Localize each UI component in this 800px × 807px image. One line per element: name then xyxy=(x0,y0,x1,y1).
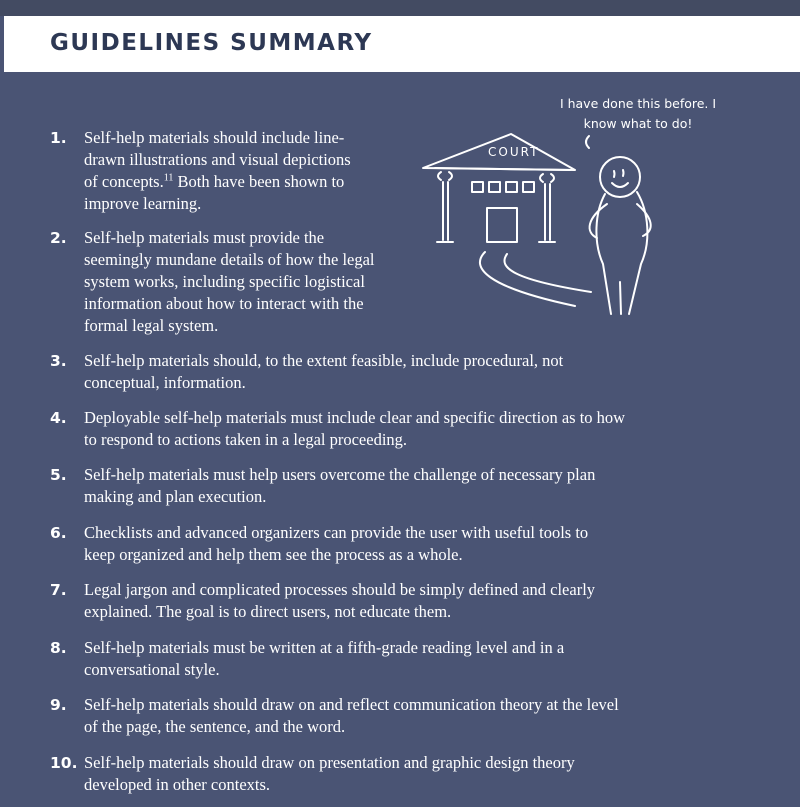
guideline-item xyxy=(50,407,625,451)
guideline-number: 9. xyxy=(50,696,67,714)
guideline-item xyxy=(50,227,375,337)
guideline-text: Self-help materials should, to the extent feasible, include procedural, not conceptual, information. xyxy=(84,351,564,392)
guideline-item xyxy=(50,464,595,508)
guideline-text: Self-help materials should draw on presentation and graphic design theory developed in other contexts. xyxy=(84,753,575,794)
guideline-number: 8. xyxy=(50,639,67,657)
guideline-text: Self-help materials should include line- drawn illustrations and visual depictions of concepts.$^{11}$ Both have been shown to improve learning. xyxy=(84,128,351,213)
person-head xyxy=(600,157,640,197)
guideline-text: Deployable self-help materials must include clear and specific direction as to how to respond to actions taken in a legal proceeding. xyxy=(84,408,626,449)
guideline-number: 5. xyxy=(50,466,67,484)
guideline-item xyxy=(50,637,564,681)
column-left xyxy=(443,182,448,240)
guideline-item xyxy=(50,350,563,394)
footnote-ref[interactable]: 11 xyxy=(163,172,174,184)
guideline-number: 4. xyxy=(50,409,67,427)
guideline-number: 1. xyxy=(50,129,67,147)
guideline-item xyxy=(50,752,575,796)
page-title: GUIDELINES SUMMARY xyxy=(50,30,373,56)
guideline-item xyxy=(50,522,588,566)
guideline-text: Legal jargon and complicated processes should be simply defined and clearly explained. The goal is to direct users, not educate them. xyxy=(84,580,596,621)
guideline-number: 7. xyxy=(50,581,67,599)
speech-bubble-text: I have done this before. I know what to do! xyxy=(559,96,717,131)
guideline-item xyxy=(50,694,619,738)
top-band xyxy=(0,0,800,16)
guideline-number: 6. xyxy=(50,524,67,542)
guideline-text: Self-help materials must provide the seemingly mundane details of how the legal system works, including specific logistical information about how to interact with the formal legal system. xyxy=(84,228,375,335)
court-sign: COURT xyxy=(488,145,540,159)
guideline-number: 10. xyxy=(50,754,78,772)
column-right xyxy=(545,184,550,240)
guideline-number: 2. xyxy=(50,229,67,247)
guideline-item xyxy=(50,127,351,215)
guideline-text: Self-help materials should draw on and reflect communication theory at the level of the page, the sentence, and the word. xyxy=(84,695,619,736)
guideline-text: Self-help materials must be written at a fifth-grade reading level and in a conversational style. xyxy=(84,638,565,679)
guideline-item xyxy=(50,579,595,623)
guideline-number: 3. xyxy=(50,352,67,370)
guideline-text: Checklists and advanced organizers can provide the user with useful tools to keep organized and help them see the process as a whole. xyxy=(84,523,589,564)
guideline-text: Self-help materials must help users overcome the challenge of necessary plan making and plan execution. xyxy=(84,465,596,506)
courthouse-door xyxy=(487,208,517,242)
